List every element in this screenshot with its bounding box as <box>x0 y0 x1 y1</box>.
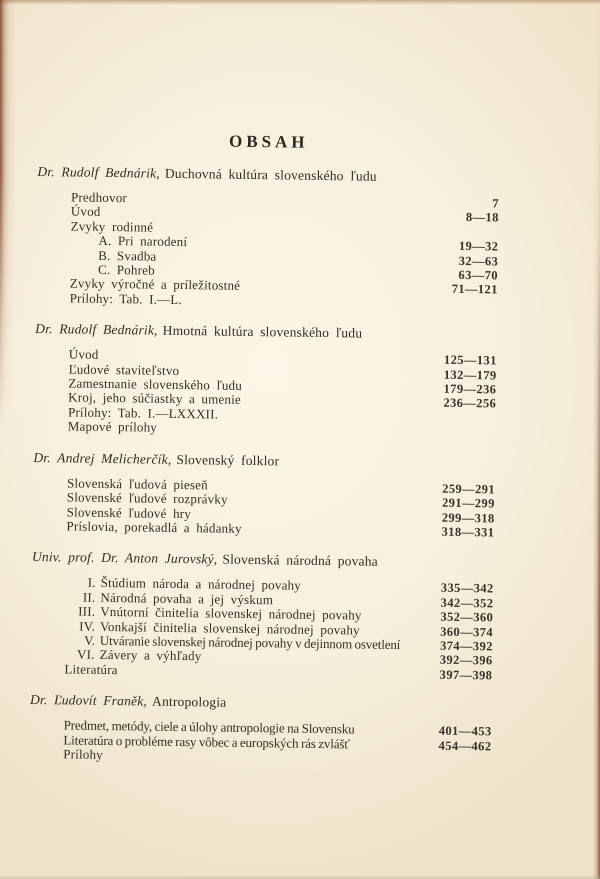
toc-entry-label: Úvod <box>70 203 101 220</box>
toc-entry-label: III. Vnútorní činitelia slovenskej národnej povahy <box>31 604 362 623</box>
section-author: Dr. Rudolf Bednárik, <box>37 163 160 181</box>
toc-entry-label: Prílohy: Tab. I.—LXXXII. <box>67 404 219 422</box>
section-heading <box>37 163 499 186</box>
toc-entry-label: V. Utváranie slovenskej národnej povahy v dejinnom osvetlení <box>31 633 401 653</box>
toc-entry-pages: 7 <box>492 196 500 211</box>
toc-entry-pages: 63—70 <box>458 267 499 283</box>
toc-entry-pages: 392—396 <box>439 653 493 668</box>
page-top-edge-shadow <box>0 0 600 5</box>
page-bottom-edge-shadow <box>0 875 600 879</box>
toc-entry-label: Ľudové staviteľstvo <box>68 361 180 378</box>
section-work: Slovenská národná povaha <box>222 551 379 570</box>
toc-entry-label: II. Národná povaha a jej výskum <box>31 590 273 608</box>
section-work: Slovenský folklor <box>176 451 280 469</box>
toc-section <box>29 691 492 768</box>
page-title: OBSAH <box>228 131 309 152</box>
toc-entry-pages: 397—398 <box>439 667 493 683</box>
toc-entry-pages: 71—121 <box>451 282 498 297</box>
toc-entry-label: Kroj, jeho súčiastky a umenie <box>68 389 242 408</box>
toc-entry-pages: 335—342 <box>440 580 494 596</box>
section-work: Antropologia <box>151 693 227 710</box>
section-heading <box>33 449 495 472</box>
page-right-edge-shadow <box>593 0 600 879</box>
toc-entry-numeral: I. <box>87 575 96 591</box>
toc-entry-numeral: V. <box>84 632 95 648</box>
section-author: Univ. prof. Dr. Anton Jurovský, <box>31 549 218 567</box>
toc-section <box>34 320 498 440</box>
toc-entry-label: C. Pohreb <box>97 261 155 278</box>
section-heading <box>32 548 494 571</box>
toc-entry-pages: 19—32 <box>458 239 499 254</box>
toc-entry-numeral: VI. <box>76 646 95 663</box>
toc-entry-numeral: IV. <box>79 618 96 634</box>
section-author: Dr. Rudolf Bednárik, <box>35 321 158 338</box>
toc-entry-pages: 342—352 <box>440 595 494 611</box>
toc-entry-label: Prílohy <box>63 746 104 762</box>
toc-entry-pages: 352—360 <box>440 609 494 625</box>
toc-entry-label: Literatúra o probléme rasy vôbec a europských rás zvlášť <box>63 731 350 751</box>
toc-entry-label: Slovenské ľudové hry <box>66 503 192 521</box>
toc-sections <box>29 163 499 768</box>
toc-entry-label: I. Štúdium národa a národnej povahy <box>32 575 302 593</box>
toc-entry-label: Úvod <box>68 346 99 363</box>
toc-entry-pages: 318—331 <box>441 524 495 540</box>
toc-section <box>36 163 500 312</box>
toc-entry-label: Zvyky výročné a príležitostné <box>69 275 241 294</box>
toc-entry-label: VI. Závery a výhľady <box>31 647 202 664</box>
section-author: Dr. Ľudovít Franěk, <box>29 692 148 709</box>
toc-entry-label: Slovenská ľudová pieseň <box>66 475 208 493</box>
section-work: Duchovná kultúra slovenského ľudu <box>164 165 377 184</box>
toc-entry-pages: 236—256 <box>443 396 497 411</box>
toc-entry-pages: 291—299 <box>441 495 495 511</box>
toc-entry-label: Prílohy: Tab. I.—L. <box>69 290 183 307</box>
toc-entry-pages: 299—318 <box>441 510 495 525</box>
toc-entry-pages: 374—392 <box>439 638 493 654</box>
toc-entry-pages: 454—462 <box>438 738 492 753</box>
toc-entry-numeral: III. <box>78 603 96 619</box>
toc-entry-numeral: II. <box>82 589 96 605</box>
toc-section <box>32 449 495 540</box>
toc-entry-label: IV. Vonkajší činitelia slovenskej národnej povahy <box>31 618 360 637</box>
section-heading <box>30 691 492 714</box>
toc-entry-label: Literatúra <box>64 661 118 677</box>
page-left-binding-shadow <box>0 0 16 430</box>
section-work: Hmotná kultúra slovenského ľudu <box>162 323 363 341</box>
toc-entry-label: B. Svadba <box>98 247 157 264</box>
section-author: Dr. Andrej Melicherčík, <box>33 449 172 467</box>
toc-entry-label: Slovenské ľudové rozprávky <box>66 489 228 507</box>
toc-entry-pages: 179—236 <box>443 381 497 397</box>
toc-entry-pages: 32—63 <box>458 253 499 269</box>
toc-entry-label: Zvyky rodinné <box>70 218 154 235</box>
toc-entry-pages: 125—131 <box>443 352 497 368</box>
toc-entry-label: Mapové prílohy <box>67 418 158 435</box>
toc-entry-label: A. Pri narodení <box>98 233 188 250</box>
toc-entry-pages: 360—374 <box>440 624 494 639</box>
toc-entry-pages: 132—179 <box>443 367 497 383</box>
toc-entry-label: Príslovia, porekadlá a hádanky <box>66 518 242 536</box>
toc-entry-label: Zamestnanie slovenského ľudu <box>68 375 243 393</box>
toc-entry-pages: 401—453 <box>438 723 492 739</box>
section-heading <box>35 320 497 343</box>
toc-entry-label: Predhovor <box>70 189 128 206</box>
toc-section <box>30 548 494 682</box>
toc-entry-pages: 259—291 <box>442 481 496 497</box>
table-of-contents <box>29 128 500 783</box>
toc-entry-label: Predmet, metódy, ciele a úlohy antropologie na Slovensku <box>63 717 355 737</box>
toc-entry-pages: 8—18 <box>465 210 499 225</box>
